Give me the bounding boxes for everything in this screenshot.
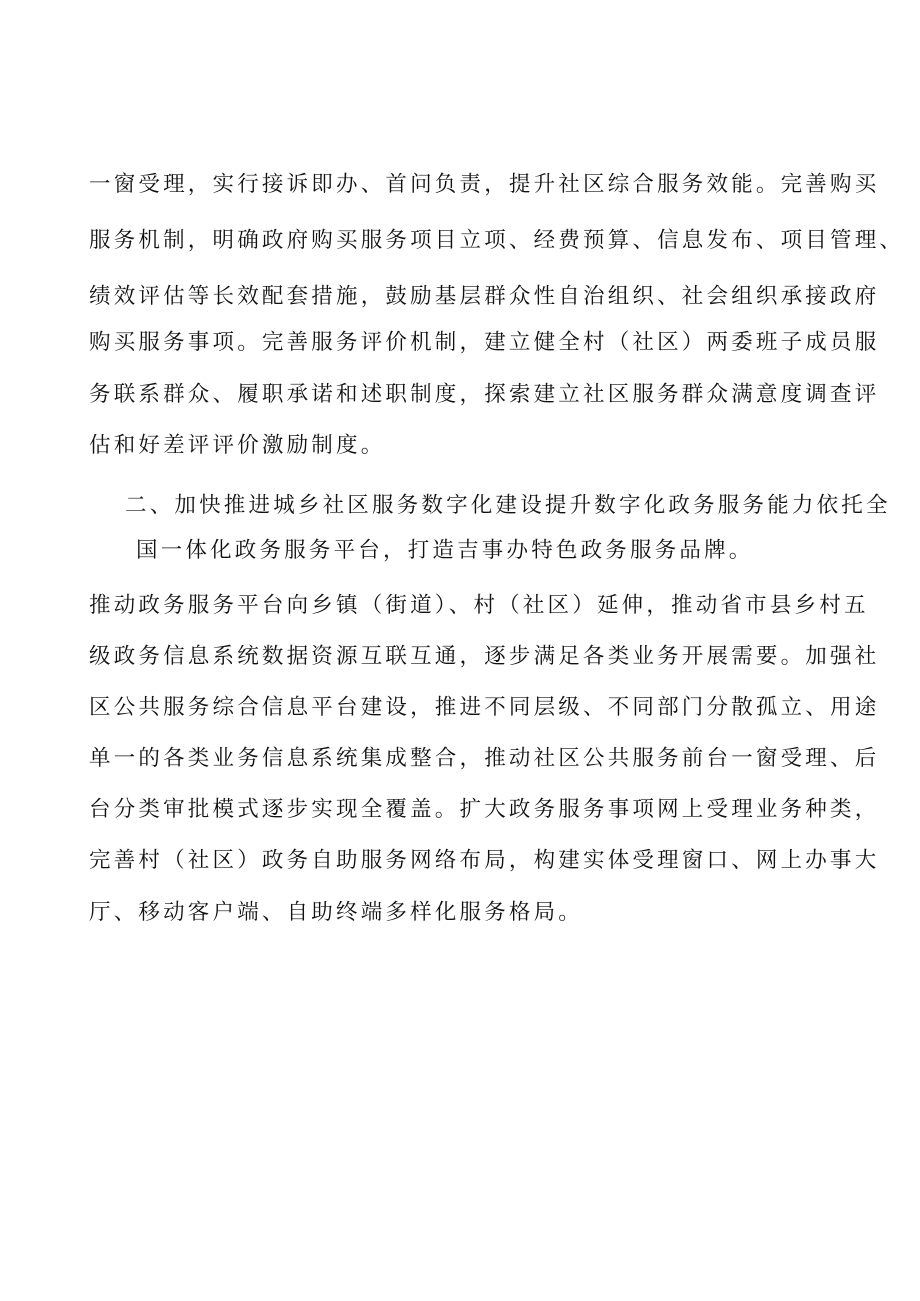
text-line: 完善村（社区）政务自助服务网络布局，构建实体受理窗口、网上办事大 — [89, 848, 880, 873]
heading-line-1: 二、加快推进城乡社区服务数字化建设提升数字化政务服务能力依托全 — [125, 493, 891, 518]
text-line: 购买服务事项。完善服务评价机制，建立健全村（社区）两委班子成员服 — [89, 330, 880, 355]
text-line: 务联系群众、履职承诺和述职制度，探索建立社区服务群众满意度调查评 — [89, 382, 880, 407]
text-line: 厅、移动客户端、自助终端多样化服务格局。 — [89, 900, 584, 925]
text-line: 服务机制，明确政府购买服务项目立项、经费预算、信息发布、项目管理、 — [89, 228, 905, 253]
text-line: 估和好差评评价激励制度。 — [89, 433, 386, 458]
text-line: 台分类审批模式逐步实现全覆盖。扩大政务服务事项网上受理业务种类， — [89, 797, 880, 822]
text-line: 绩效评估等长效配套措施，鼓励基层群众性自治组织、社会组织承接政府 — [89, 284, 880, 309]
heading-line-2: 国一体化政务服务平台，打造吉事办特色政务服务品牌。 — [136, 538, 754, 563]
text-line: 级政务信息系统数据资源互联互通，逐步满足各类业务开展需要。加强社 — [89, 644, 880, 669]
text-line: 单一的各类业务信息系统集成整合，推动社区公共服务前台一窗受理、后 — [89, 746, 880, 771]
text-line: 区公共服务综合信息平台建设，推进不同层级、不同部门分散孤立、用途 — [89, 695, 880, 720]
text-line: 推动政务服务平台向乡镇（街道）、村（社区）延伸，推动省市县乡村五 — [89, 593, 869, 618]
text-line: 一窗受理，实行接诉即办、首问负责，提升社区综合服务效能。完善购买 — [89, 172, 880, 197]
